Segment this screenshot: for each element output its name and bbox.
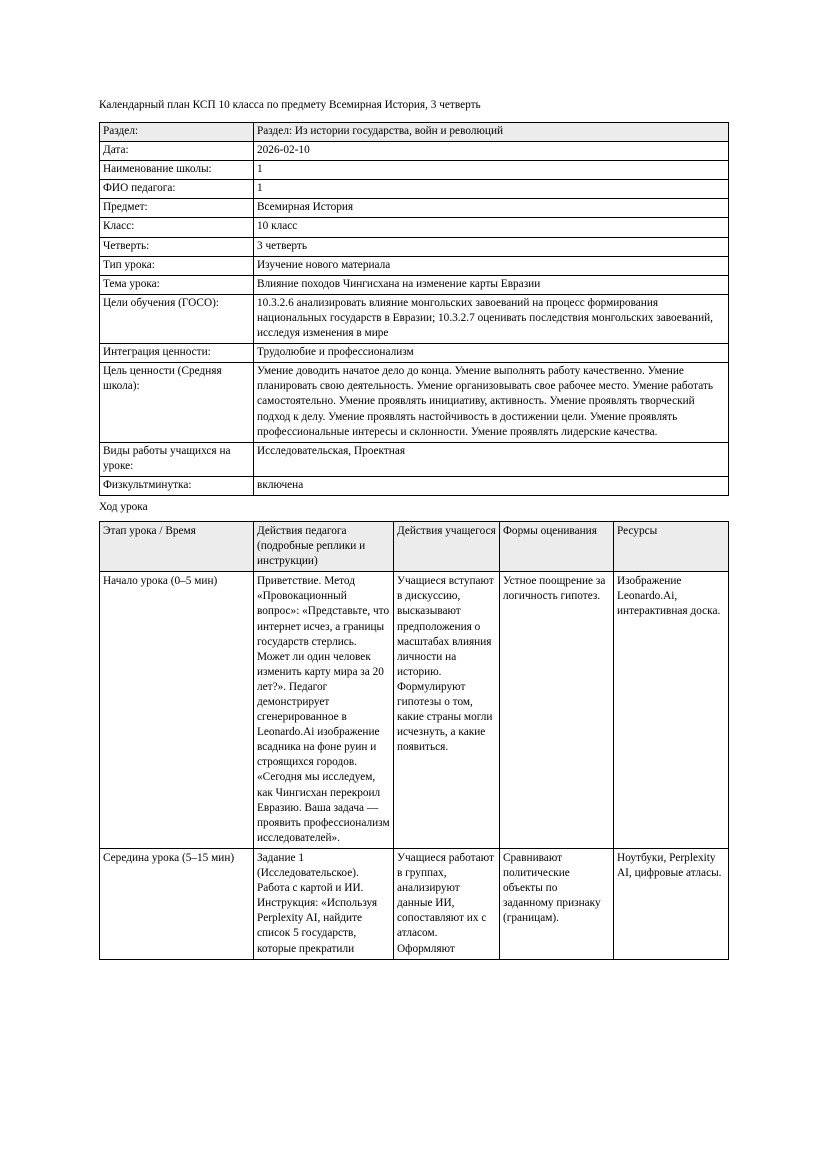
cell-assessment: Устное поощрение за логичность гипотез. xyxy=(500,572,614,849)
table-row xyxy=(100,442,729,476)
table-row xyxy=(100,180,729,199)
info-label: Четверть: xyxy=(100,237,254,256)
cell-student-actions: Учащиеся работают в группах, анализируют данные ИИ, сопоставляют их с атласом. Оформляют xyxy=(394,848,500,959)
table-row xyxy=(100,161,729,180)
column-header-stage: Этап урока / Время xyxy=(100,521,254,571)
table-row xyxy=(100,572,729,849)
column-header-student-actions: Действия учащегося xyxy=(394,521,500,571)
cell-teacher-actions: Приветствие. Метод «Провокационный вопрос»: «Представьте, что интернет исчез, а границы государств стерлись. Может ли один человек изменить карту мира за 20 лет?». Педагог демонстрирует сгенерированное в Leonardo.Ai изображение всадника на фоне руин и строящихся городов. «Сегодня мы исследуем, как Чингисхан перекроил Евразию. Ваша задача — проявить профессионализм исследователей». xyxy=(254,572,394,849)
column-header-resources: Ресурсы xyxy=(614,521,729,571)
table-row xyxy=(100,237,729,256)
table-row xyxy=(100,142,729,161)
table-header-row xyxy=(100,521,729,571)
table-row xyxy=(100,199,729,218)
info-value: Умение доводить начатое дело до конца. Умение выполнять работу качественно. Умение планировать свою деятельность. Умение организовывать свое рабочее место. Умение работать самостоятельно. Умение проявлять инициативу, активность. Умение проявлять творческий подход к делу. Умение проявлять настойчивость в достижении цели. Умение проявлять профессиональные интересы и склонности. Умение проявлять лидерские качества. xyxy=(254,363,729,442)
info-value: 10.3.2.6 анализировать влияние монгольских завоеваний на процесс формирования национальных государств в Евразии; 10.3.2.7 оценивать последствия монгольских завоеваний, исследуя изменения в мире xyxy=(254,294,729,343)
table-row xyxy=(100,275,729,294)
table-row xyxy=(100,344,729,363)
cell-student-actions: Учащиеся вступают в дискуссию, высказывают предположения о масштабах влияния личности на историю. Формулируют гипотезы о том, какие страны могли исчезнуть, а какие появиться. xyxy=(394,572,500,849)
cell-resources: Ноутбуки, Perplexity AI, цифровые атласы. xyxy=(614,848,729,959)
lesson-flow-body xyxy=(100,521,729,959)
info-value: 3 четверть xyxy=(254,237,729,256)
info-label: Тема урока: xyxy=(100,275,254,294)
table-row xyxy=(100,848,729,959)
info-value: включена xyxy=(254,476,729,495)
info-label: Раздел: xyxy=(100,123,254,142)
lesson-flow-table xyxy=(99,521,729,960)
table-row xyxy=(100,123,729,142)
info-label: Дата: xyxy=(100,142,254,161)
cell-resources: Изображение Leonardo.Ai, интерактивная доска. xyxy=(614,572,729,849)
table-row xyxy=(100,218,729,237)
column-header-teacher-actions: Действия педагога (подробные реплики и инструкции) xyxy=(254,521,394,571)
cell-assessment: Сравнивают политические объекты по заданному признаку (границам). xyxy=(500,848,614,959)
info-value: Изучение нового материала xyxy=(254,256,729,275)
info-value: 1 xyxy=(254,161,729,180)
info-label: Виды работы учащихся на уроке: xyxy=(100,442,254,476)
cell-stage: Середина урока (5–15 мин) xyxy=(100,848,254,959)
info-label: Интеграция ценности: xyxy=(100,344,254,363)
info-label: Наименование школы: xyxy=(100,161,254,180)
info-value: 1 xyxy=(254,180,729,199)
table-row xyxy=(100,476,729,495)
info-label: Цель ценности (Средняя школа): xyxy=(100,363,254,442)
info-value: Влияние походов Чингисхана на изменение карты Евразии xyxy=(254,275,729,294)
lesson-info-body xyxy=(100,123,729,496)
info-label: Предмет: xyxy=(100,199,254,218)
info-value: 2026-02-10 xyxy=(254,142,729,161)
info-label: Класс: xyxy=(100,218,254,237)
info-value: Раздел: Из истории государства, войн и революций xyxy=(254,123,729,142)
lesson-flow-heading: Ход урока xyxy=(99,500,148,513)
info-value: Трудолюбие и профессионализм xyxy=(254,344,729,363)
info-value: Исследовательская, Проектная xyxy=(254,442,729,476)
info-label: ФИО педагога: xyxy=(100,180,254,199)
info-value: Всемирная История xyxy=(254,199,729,218)
column-header-assessment: Формы оценивания xyxy=(500,521,614,571)
table-row xyxy=(100,294,729,343)
page-content xyxy=(99,98,728,960)
info-label: Физкультминутка: xyxy=(100,476,254,495)
info-label: Тип урока: xyxy=(100,256,254,275)
table-row xyxy=(100,363,729,442)
lesson-info-table xyxy=(99,122,729,496)
table-row xyxy=(100,256,729,275)
page-title: Календарный план КСП 10 класса по предмету Всемирная История, 3 четверть xyxy=(99,99,481,111)
info-value: 10 класс xyxy=(254,218,729,237)
info-label: Цели обучения (ГОСО): xyxy=(100,294,254,343)
cell-stage: Начало урока (0–5 мин) xyxy=(100,572,254,849)
cell-teacher-actions: Задание 1 (Исследовательское). Работа с картой и ИИ. Инструкция: «Используя Perplexity AI, найдите список 5 государств, которые прекратили xyxy=(254,848,394,959)
